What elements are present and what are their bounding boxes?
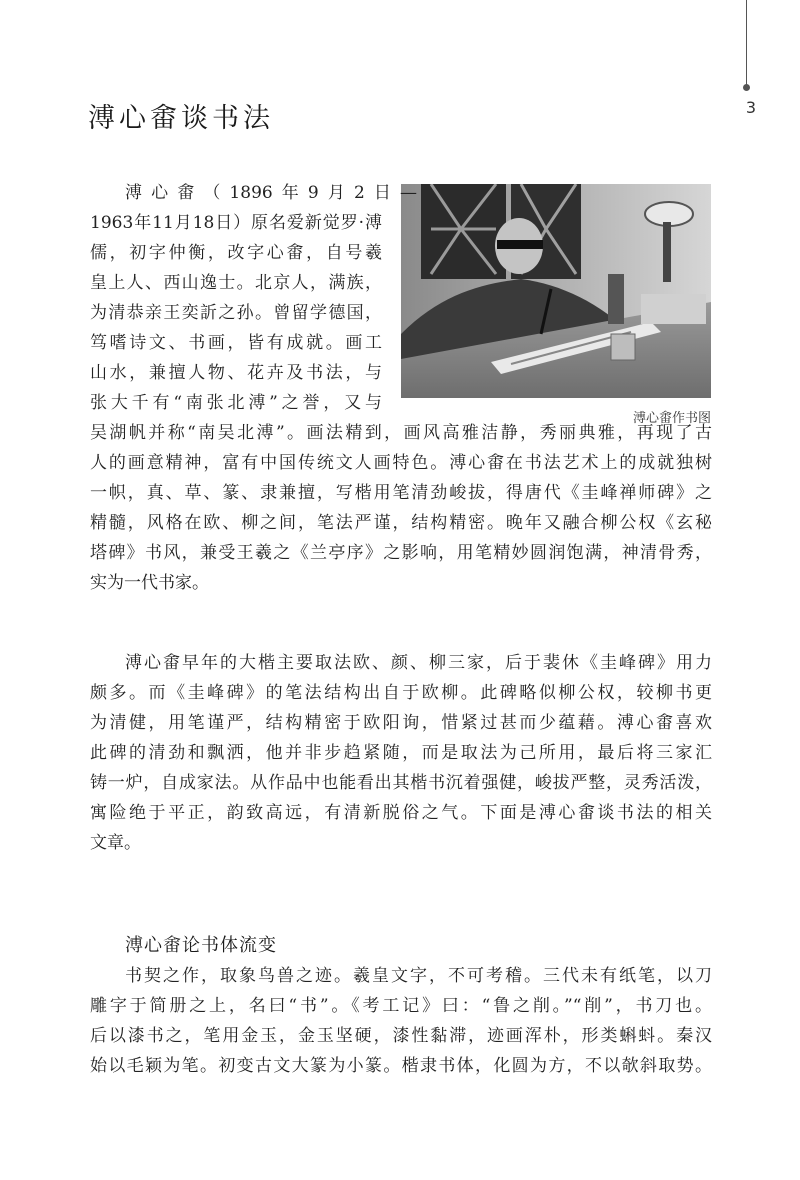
text-line: 人的画意精神，富有中国传统文人画特色。溥心畬在书法艺术上的成就独树 [90,453,712,473]
text-line: 雕字于简册之上，名曰“书”。《考工记》曰：“鲁之削。”“削”，书刀也。 [90,996,712,1016]
text-line: 文章。 [90,833,141,853]
intro-paragraph [90,178,712,598]
body-paragraph-3 [90,961,712,1081]
text-line: 始以毛颖为笔。初变古文大篆为小篆。楷隶书体，化圆为方，不以欹斜取势。 [90,1056,712,1076]
text-line: 为清健，用笔谨严，结构精密于欧阳询，惜紧过甚而少蕴藉。溥心畬喜欢 [90,713,712,733]
text-line: 溥心畬早年的大楷主要取法欧、颜、柳三家，后于裴休《圭峰碑》用力 [125,653,712,673]
text-line: 吴湖帆并称“南吴北溥”。画法精到，画风高雅洁静，秀丽典雅，再现了古 [90,423,712,443]
text-line: 儒，初字仲衡，改字心畬，自号羲 [90,243,382,263]
text-line: 后以漆书之，笔用金玉，金玉坚硬，漆性黏滞，迹画浑朴，形类蝌蚪。秦汉 [90,1026,712,1046]
text-line: 寓险绝于平正，韵致高远，有清新脱俗之气。下面是溥心畬谈书法的相关 [90,803,712,823]
text-line: 颇多。而《圭峰碑》的笔法结构出自于欧柳。此碑略似柳公权，较柳书更 [90,683,712,703]
text-line: 铸一炉，自成家法。从作品中也能看出其楷书沉着强健，峻拔严整，灵秀活泼， [90,773,712,793]
body-paragraph-2 [90,648,712,858]
text-line: 1963年11月18日）原名爱新觉罗·溥 [90,213,382,233]
page-title: 溥心畬谈书法 [88,103,274,134]
text-line: 皇上人、西山逸士。北京人，满族， [90,273,382,293]
section-title: 溥心畬论书体流变 [125,935,277,956]
text-line: 为清恭亲王奕訢之孙。曾留学德国， [90,303,382,323]
text-line: 塔碑》书风，兼受王羲之《兰亭序》之影响，用笔精妙圆润饱满，神清骨秀， [90,543,712,563]
header-rule [746,0,747,86]
text-line: 一帜，真、草、篆、隶兼擅，写楷用笔清劲峻拔，得唐代《圭峰禅师碑》之 [90,483,712,503]
photo-caption: 溥心畬作书图 [632,411,711,426]
text-line: 山水，兼擅人物、花卉及书法，与 [90,363,382,383]
text-line: 精髓，风格在欧、柳之间，笔法严谨，结构精密。晚年又融合柳公权《玄秘 [90,513,712,533]
text-line: 此碑的清劲和飘洒，他并非步趋紧随，而是取法为己所用，最后将三家汇 [90,743,712,763]
text-line: 笃嗜诗文、书画，皆有成就。画工 [90,333,382,353]
text-line: 实为一代书家。 [90,573,209,593]
page-number: 3 [745,98,757,117]
text-line: 书契之作，取象鸟兽之迹。羲皇文字，不可考稽。三代未有纸笔，以刀 [125,966,712,986]
header-rule-dot [743,84,750,91]
text-line: 张大千有“南张北溥”之誉，又与 [90,393,382,413]
text-line: 溥心畬（1896年9月2日— [125,183,417,203]
